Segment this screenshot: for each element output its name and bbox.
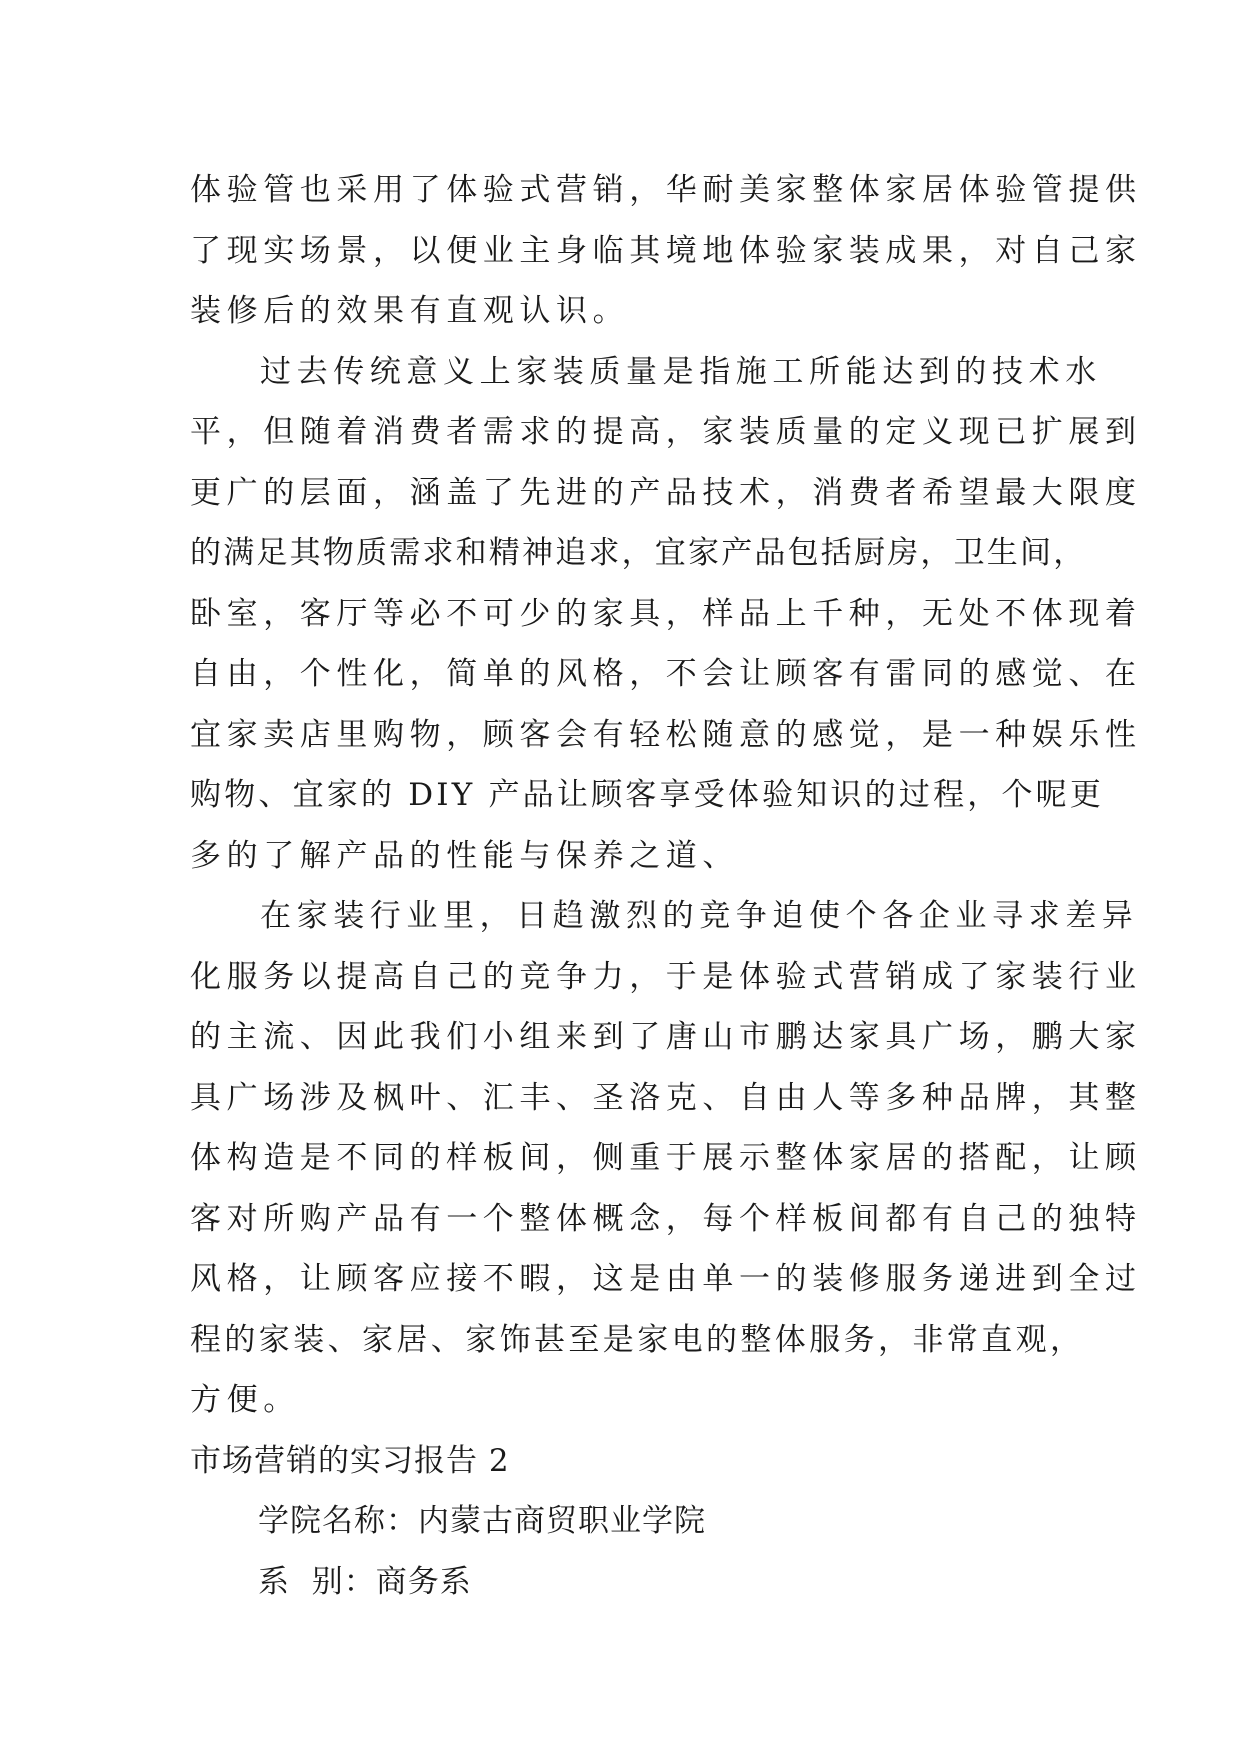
text-line: 程的家装、家居、家饰甚至是家电的整体服务，非常直观， [190,1321,1085,1358]
text-line: 具广场涉及枫叶、汇丰、圣洛克、自由人等多种品牌，其整 [190,1079,1142,1116]
field-department: 系 别：商务系 [258,1563,472,1600]
text-line: 的主流、因此我们小组来到了唐山市鹏达家具广场，鹏大家 [190,1019,1142,1055]
text-line: 平，但随着消费者需求的提高，家装质量的定义现已扩展到 [190,414,1142,450]
text-line: 化服务以提高自己的竞争力，于是体验式营销成了家装行业 [190,958,1142,995]
text-line: 宜家卖店里购物，顾客会有轻松随意的感觉，是一种娱乐性 [190,716,1142,753]
text-line: 过去传统意义上家装质量是指施工所能达到的技术水 [260,353,1102,390]
paragraph-1 [190,160,1142,342]
text-line: 风格，让顾客应接不暇，这是由单一的装修服务递进到全过 [190,1261,1142,1297]
text-line: 购物、宜家的 DIY 产品让顾客享受体验知识的过程，个呢更 [190,777,1105,813]
text-line: 体验管也采用了体验式营销，华耐美家整体家居体验管提供 [190,172,1142,208]
text-line: 装修后的效果有直观认识。 [190,293,630,329]
text-line: 体构造是不同的样板间，侧重于展示整体家居的搭配，让顾 [190,1140,1142,1176]
section-title: 市场营销的实习报告 2 [190,1442,510,1479]
text-line: 在家装行业里，日趋激烈的竞争迫使个各企业寻求差异 [260,898,1139,934]
text-line: 方便。 [190,1382,300,1418]
paragraph-3 [190,886,1142,1431]
text-line: 了现实场景，以便业主身临其境地体验家装成果，对自己家 [190,232,1142,269]
text-line: 卧室，客厅等必不可少的家具，样品上千种，无处不体现着 [190,595,1142,632]
text-line: 的满足其物质需求和精神追求，宜家产品包括厨房，卫生间， [190,535,1087,571]
text-line: 自由，个性化，简单的风格，不会让顾客有雷同的感觉、在 [190,656,1142,692]
text-line: 多的了解产品的性能与保养之道、 [190,837,739,874]
paragraph-2 [190,342,1142,887]
text-line: 更广的层面，涵盖了先进的产品技术，消费者希望最大限度 [190,474,1142,511]
field-college-name: 学院名称：内蒙古商贸职业学院 [258,1503,706,1539]
text-line: 客对所购产品有一个整体概念，每个样板间都有自己的独特 [190,1200,1142,1237]
document-body [190,160,1142,1612]
